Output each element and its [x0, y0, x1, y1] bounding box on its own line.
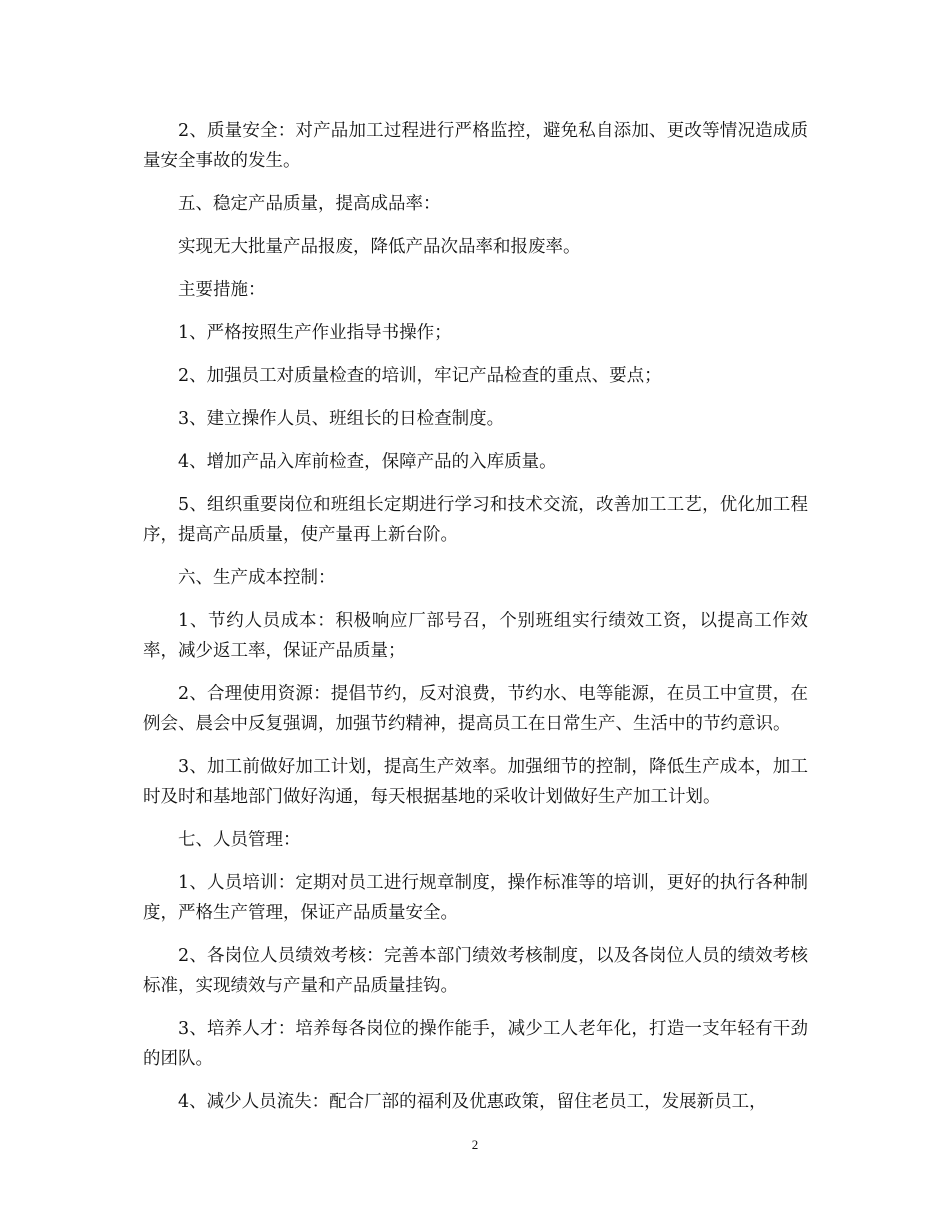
- list-item: 3、加工前做好加工计划，提高生产效率。加强细节的控制，降低生产成本，加工时及时和基地部门做好沟通，每天根据基地的采收计划做好生产加工计划。: [143, 757, 808, 807]
- list-item: 2、合理使用资源：提倡节约，反对浪费，节约水、电等能源，在员工中宣贯，在例会、晨会中反复强调，加强节约精神，提高员工在日常生产、生活中的节约意识。: [143, 684, 808, 734]
- heading-personnel-management: 七、人员管理：: [178, 830, 301, 850]
- list-item: 1、严格按照生产作业指导书操作；: [178, 323, 452, 343]
- list-item: 3、培养人才：培养每各岗位的操作能手，减少工人老年化，打造一支年轻有干劲的团队。: [143, 1019, 808, 1069]
- list-item: 2、加强员工对质量检查的培训，牢记产品检查的重点、要点；: [178, 366, 662, 386]
- list-item: 5、组织重要岗位和班组长定期进行学习和技术交流，改善加工工艺，优化加工程序，提高产品质量，使产量再上新台阶。: [143, 495, 808, 545]
- list-item: 1、节约人员成本：积极响应厂部号召，个别班组实行绩效工资，以提高工作效率，减少返工率，保证产品质量；: [143, 611, 808, 661]
- document-body: [143, 116, 808, 1130]
- heading-cost-control: 六、生产成本控制：: [178, 568, 336, 588]
- list-item: 4、减少人员流失：配合厂部的福利及优惠政策，留住老员工，发展新员工，: [178, 1092, 767, 1112]
- list-item: 3、建立操作人员、班组长的日检查制度。: [178, 409, 505, 429]
- page-number: 2: [471, 1137, 479, 1152]
- list-item: 1、人员培训：定期对员工进行规章制度，操作标准等的培训，更好的执行各种制度，严格生产管理，保证产品质量安全。: [143, 873, 808, 923]
- paragraph-goal: 实现无大批量产品报废，降低产品次品率和报废率。: [178, 237, 581, 257]
- heading-main-measures: 主要措施：: [178, 280, 266, 300]
- list-item: 4、增加产品入库前检查，保障产品的入库质量。: [178, 452, 557, 472]
- heading-stabilize-quality: 五、稳定产品质量，提高成品率：: [178, 194, 441, 214]
- list-item: 2、各岗位人员绩效考核：完善本部门绩效考核制度，以及各岗位人员的绩效考核标准，实现绩效与产量和产品质量挂钩。: [143, 946, 808, 996]
- paragraph-quality-safety: 2、质量安全：对产品加工过程进行严格监控，避免私自添加、更改等情况造成质量安全事故的发生。: [143, 121, 808, 171]
